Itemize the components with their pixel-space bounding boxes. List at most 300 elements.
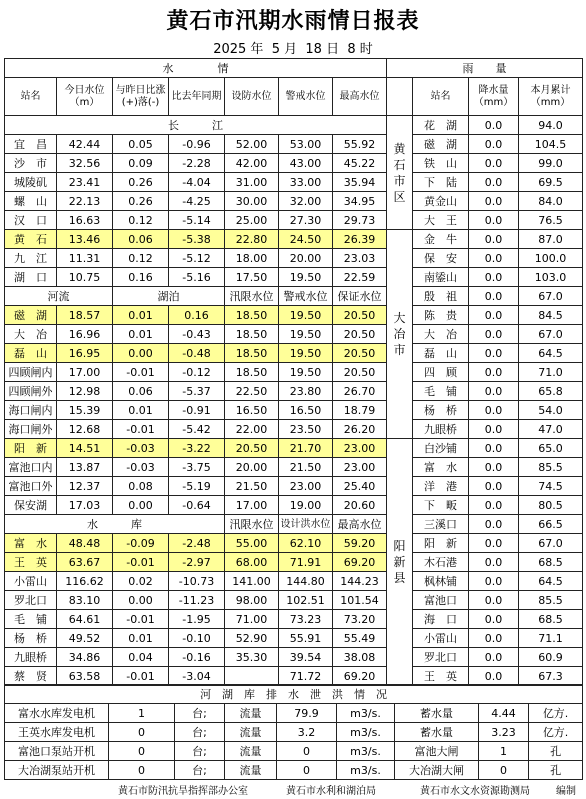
rain-station-row xyxy=(387,439,583,458)
station-yoy: -5.42 xyxy=(169,420,225,439)
rain-month-total: 67.0 xyxy=(519,534,583,553)
station-yoy: 0.16 xyxy=(169,306,225,325)
region-char: 市 xyxy=(393,173,406,188)
region-char: 阳 xyxy=(393,539,406,553)
station-level: 12.68 xyxy=(57,420,113,439)
region-char: 大 xyxy=(393,311,406,325)
rain-station-row xyxy=(387,458,583,477)
rain-month-total: 74.5 xyxy=(519,477,583,496)
station-name: 富 水 xyxy=(5,534,57,553)
drain-name: 大冶湖泵站开机 xyxy=(5,761,109,780)
station-max: 101.54 xyxy=(333,591,387,610)
station-guard: 18.50 xyxy=(225,325,279,344)
station-level: 42.44 xyxy=(57,135,113,154)
station-diff: -0.01 xyxy=(113,610,169,629)
station-level: 14.51 xyxy=(57,439,113,458)
station-yoy: -4.25 xyxy=(169,192,225,211)
station-max: 45.22 xyxy=(333,154,387,173)
station-max: 22.59 xyxy=(333,268,387,287)
rain-amount: 0.0 xyxy=(469,515,519,534)
station-warn: 62.10 xyxy=(279,534,333,553)
rain-station-row xyxy=(387,401,583,420)
water-column-header: 比去年同期 xyxy=(169,78,225,116)
water-station-row xyxy=(5,477,387,496)
station-level: 63.58 xyxy=(57,667,113,686)
drain-row xyxy=(5,704,583,723)
water-station-row xyxy=(5,458,387,477)
drain-store: 0 xyxy=(479,761,529,780)
rain-amount: 0.0 xyxy=(469,268,519,287)
station-guard: 42.00 xyxy=(225,154,279,173)
station-diff: 0.00 xyxy=(113,344,169,363)
rain-station-name: 白沙铺 xyxy=(413,439,469,458)
station-level: 10.75 xyxy=(57,268,113,287)
station-yoy: -5.14 xyxy=(169,211,225,230)
rain-month-total: 84.0 xyxy=(519,192,583,211)
rain-region-label xyxy=(387,230,413,439)
water-column-header: 站名 xyxy=(5,78,57,116)
station-level: 23.41 xyxy=(57,173,113,192)
station-guard: 18.00 xyxy=(225,249,279,268)
station-max: 69.20 xyxy=(333,553,387,572)
rain-month-total: 47.0 xyxy=(519,420,583,439)
station-yoy: -0.64 xyxy=(169,496,225,515)
rain-amount: 0.0 xyxy=(469,591,519,610)
water-level-table xyxy=(4,58,387,686)
station-warn: 21.70 xyxy=(279,439,333,458)
rain-station-row xyxy=(387,230,583,249)
station-level: 34.86 xyxy=(57,648,113,667)
station-name: 阳 新 xyxy=(5,439,57,458)
reservoir-header-limit: 汛限水位 xyxy=(225,515,279,534)
station-level: 13.46 xyxy=(57,230,113,249)
footer-org-1: 黄石市防汛抗旱指挥部办公室 xyxy=(118,786,248,797)
rain-amount: 0.0 xyxy=(469,610,519,629)
station-diff: 0.05 xyxy=(113,135,169,154)
rain-amount: 0.0 xyxy=(469,420,519,439)
drain-count: 0 xyxy=(109,742,175,761)
water-station-row xyxy=(5,211,387,230)
drain-flow-label: 流量 xyxy=(225,761,277,780)
station-yoy: -3.22 xyxy=(169,439,225,458)
station-guard: 18.50 xyxy=(225,306,279,325)
rain-station-row xyxy=(387,268,583,287)
station-warn: 19.50 xyxy=(279,325,333,344)
station-level: 12.98 xyxy=(57,382,113,401)
station-warn: 23.80 xyxy=(279,382,333,401)
water-station-row xyxy=(5,439,387,458)
water-station-row xyxy=(5,382,387,401)
station-diff: -0.03 xyxy=(113,439,169,458)
station-name: 王 英 xyxy=(5,553,57,572)
station-diff: 0.08 xyxy=(113,477,169,496)
rain-station-name: 阳 新 xyxy=(413,534,469,553)
station-yoy: -2.28 xyxy=(169,154,225,173)
station-diff: 0.06 xyxy=(113,382,169,401)
station-warn: 39.54 xyxy=(279,648,333,667)
region-char: 黄 xyxy=(393,141,406,156)
station-guard: 22.50 xyxy=(225,382,279,401)
station-level: 16.95 xyxy=(57,344,113,363)
rain-station-name: 黄金山 xyxy=(413,192,469,211)
rain-amount: 0.0 xyxy=(469,496,519,515)
rain-station-name: 小雷山 xyxy=(413,629,469,648)
rain-month-total: 60.9 xyxy=(519,648,583,667)
drain-store: 1 xyxy=(479,742,529,761)
station-diff: 0.12 xyxy=(113,211,169,230)
drain-store-unit: 亿方. xyxy=(529,704,583,723)
drain-store-unit: 孔 xyxy=(529,742,583,761)
drain-unit: 台; xyxy=(175,742,225,761)
drain-row xyxy=(5,761,583,780)
station-yoy: -0.48 xyxy=(169,344,225,363)
station-max: 20.60 xyxy=(333,496,387,515)
rain-corner-cell xyxy=(387,78,413,116)
station-warn: 71.91 xyxy=(279,553,333,572)
rain-station-row xyxy=(387,553,583,572)
station-level: 49.52 xyxy=(57,629,113,648)
station-warn: 19.50 xyxy=(279,268,333,287)
station-warn: 27.30 xyxy=(279,211,333,230)
station-warn: 21.50 xyxy=(279,458,333,477)
station-yoy: -5.37 xyxy=(169,382,225,401)
station-guard: 71.00 xyxy=(225,610,279,629)
station-yoy: -5.19 xyxy=(169,477,225,496)
station-max: 73.20 xyxy=(333,610,387,629)
station-name: 湖 口 xyxy=(5,268,57,287)
station-warn: 23.00 xyxy=(279,477,333,496)
station-yoy: -0.10 xyxy=(169,629,225,648)
water-station-row xyxy=(5,363,387,382)
rain-station-name: 下 陆 xyxy=(413,173,469,192)
rain-region-label xyxy=(387,116,413,230)
station-name: 富池口外 xyxy=(5,477,57,496)
station-level: 11.31 xyxy=(57,249,113,268)
drain-store-unit: 孔 xyxy=(529,761,583,780)
station-diff: 0.01 xyxy=(113,306,169,325)
station-name: 毛 铺 xyxy=(5,610,57,629)
water-station-row xyxy=(5,230,387,249)
rain-month-total: 104.5 xyxy=(519,135,583,154)
drain-name: 富水水库发电机 xyxy=(5,704,109,723)
rain-amount: 0.0 xyxy=(469,629,519,648)
rain-month-total: 66.5 xyxy=(519,515,583,534)
rain-amount: 0.0 xyxy=(469,211,519,230)
station-guard: 52.90 xyxy=(225,629,279,648)
station-level: 13.87 xyxy=(57,458,113,477)
lake-header-river: 河流 xyxy=(5,287,113,306)
station-diff: 0.02 xyxy=(113,572,169,591)
station-level: 16.96 xyxy=(57,325,113,344)
rain-station-row xyxy=(387,154,583,173)
rain-amount: 0.0 xyxy=(469,401,519,420)
station-yoy: -11.23 xyxy=(169,591,225,610)
rain-station-row xyxy=(387,287,583,306)
station-warn: 33.00 xyxy=(279,173,333,192)
drain-flow-label: 流量 xyxy=(225,704,277,723)
water-column-header: 与昨日比涨(+)落(-) xyxy=(113,78,169,116)
station-yoy: -3.75 xyxy=(169,458,225,477)
lake-header-warn: 警戒水位 xyxy=(279,287,333,306)
station-name: 四顾闸外 xyxy=(5,382,57,401)
rain-station-name: 王 英 xyxy=(413,667,469,686)
rain-station-name: 三溪口 xyxy=(413,515,469,534)
station-diff: -0.01 xyxy=(113,420,169,439)
station-guard: 30.00 xyxy=(225,192,279,211)
station-diff: 0.26 xyxy=(113,173,169,192)
rain-station-name: 金 牛 xyxy=(413,230,469,249)
station-max: 144.23 xyxy=(333,572,387,591)
rain-month-total: 64.5 xyxy=(519,572,583,591)
station-yoy: -2.97 xyxy=(169,553,225,572)
drain-flow-unit: m3/s. xyxy=(337,742,395,761)
rain-station-name: 南鋈山 xyxy=(413,268,469,287)
rain-amount: 0.0 xyxy=(469,135,519,154)
station-name: 海口闸外 xyxy=(5,420,57,439)
station-yoy: -4.04 xyxy=(169,173,225,192)
water-section-title: 水 情 xyxy=(5,59,387,78)
rain-station-row xyxy=(387,420,583,439)
water-station-row xyxy=(5,610,387,629)
station-yoy: -0.96 xyxy=(169,135,225,154)
station-guard: 141.00 xyxy=(225,572,279,591)
rain-month-total: 68.5 xyxy=(519,553,583,572)
drain-count: 1 xyxy=(109,704,175,723)
water-station-row xyxy=(5,325,387,344)
rain-month-total: 67.0 xyxy=(519,287,583,306)
station-name: 城陵矶 xyxy=(5,173,57,192)
station-warn: 24.50 xyxy=(279,230,333,249)
rain-station-row xyxy=(387,325,583,344)
rain-column-row xyxy=(387,78,583,116)
station-level: 64.61 xyxy=(57,610,113,629)
region-char: 县 xyxy=(393,571,406,585)
rain-month-total: 85.5 xyxy=(519,458,583,477)
drain-title: 河 湖 库 排 水 泄 洪 情 况 xyxy=(5,685,583,704)
station-yoy: -1.95 xyxy=(169,610,225,629)
rain-station-name: 磊 山 xyxy=(413,344,469,363)
footer-org-3: 黄石市水文水资源勘测局 xyxy=(420,786,530,797)
rain-region-label xyxy=(387,439,413,686)
water-station-row xyxy=(5,154,387,173)
drain-name: 富池口泵站开机 xyxy=(5,742,109,761)
water-station-row xyxy=(5,268,387,287)
water-station-row xyxy=(5,344,387,363)
station-name: 罗北口 xyxy=(5,591,57,610)
rain-month-total: 64.5 xyxy=(519,344,583,363)
rain-station-name: 保 安 xyxy=(413,249,469,268)
station-level: 17.03 xyxy=(57,496,113,515)
station-name: 宜 昌 xyxy=(5,135,57,154)
rain-amount: 0.0 xyxy=(469,363,519,382)
station-warn: 19.00 xyxy=(279,496,333,515)
lake-header-safe: 保证水位 xyxy=(333,287,387,306)
rain-month-total: 85.5 xyxy=(519,591,583,610)
station-guard: 22.80 xyxy=(225,230,279,249)
station-level: 16.63 xyxy=(57,211,113,230)
station-level: 15.39 xyxy=(57,401,113,420)
rain-station-name: 四 顾 xyxy=(413,363,469,382)
station-level: 63.67 xyxy=(57,553,113,572)
station-guard: 35.30 xyxy=(225,648,279,667)
station-warn: 53.00 xyxy=(279,135,333,154)
rain-station-row xyxy=(387,667,583,686)
water-station-row xyxy=(5,192,387,211)
rain-month-total: 68.5 xyxy=(519,610,583,629)
station-max: 23.00 xyxy=(333,458,387,477)
rain-month-total: 87.0 xyxy=(519,230,583,249)
rain-month-total: 65.0 xyxy=(519,439,583,458)
drain-flow-label: 流量 xyxy=(225,723,277,742)
rain-station-name: 罗北口 xyxy=(413,648,469,667)
rain-station-name: 磁 湖 xyxy=(413,135,469,154)
water-station-row xyxy=(5,306,387,325)
rain-station-row xyxy=(387,515,583,534)
station-name: 螺 山 xyxy=(5,192,57,211)
station-max: 69.20 xyxy=(333,667,387,686)
rain-station-name: 毛 铺 xyxy=(413,382,469,401)
rain-station-row xyxy=(387,173,583,192)
rain-amount: 0.0 xyxy=(469,439,519,458)
rain-station-name: 枫林铺 xyxy=(413,572,469,591)
rain-station-name: 殷 祖 xyxy=(413,287,469,306)
report-date: 2025 年 5 月 18 日 8 时 xyxy=(213,42,373,57)
station-yoy: -5.38 xyxy=(169,230,225,249)
rain-amount: 0.0 xyxy=(469,458,519,477)
station-max: 34.95 xyxy=(333,192,387,211)
station-warn: 23.50 xyxy=(279,420,333,439)
rain-amount: 0.0 xyxy=(469,534,519,553)
rain-station-row xyxy=(387,344,583,363)
rain-amount: 0.0 xyxy=(469,287,519,306)
drain-flow: 3.2 xyxy=(277,723,337,742)
station-level: 18.57 xyxy=(57,306,113,325)
drain-flow-unit: m3/s. xyxy=(337,704,395,723)
station-warn: 32.00 xyxy=(279,192,333,211)
station-max: 35.94 xyxy=(333,173,387,192)
rain-amount: 0.0 xyxy=(469,154,519,173)
rain-station-row xyxy=(387,534,583,553)
drain-store-label: 大冶湖大闸 xyxy=(395,761,479,780)
rain-station-name: 铁 山 xyxy=(413,154,469,173)
water-column-header: 警戒水位 xyxy=(279,78,333,116)
lake-header-row xyxy=(5,287,387,306)
rain-station-name: 大 王 xyxy=(413,211,469,230)
station-max: 29.73 xyxy=(333,211,387,230)
rain-month-total: 54.0 xyxy=(519,401,583,420)
station-max: 38.08 xyxy=(333,648,387,667)
station-name: 小雷山 xyxy=(5,572,57,591)
rain-month-total: 76.5 xyxy=(519,211,583,230)
rain-station-name: 九眼桥 xyxy=(413,420,469,439)
station-guard: 16.50 xyxy=(225,401,279,420)
rain-station-row xyxy=(387,610,583,629)
station-yoy: -0.91 xyxy=(169,401,225,420)
water-station-row xyxy=(5,496,387,515)
water-station-row xyxy=(5,249,387,268)
drain-flow-unit: m3/s. xyxy=(337,761,395,780)
reservoir-header-row xyxy=(5,515,387,534)
drain-unit: 台; xyxy=(175,761,225,780)
station-diff: 0.04 xyxy=(113,648,169,667)
rain-station-row xyxy=(387,629,583,648)
drain-count: 0 xyxy=(109,723,175,742)
station-max: 26.20 xyxy=(333,420,387,439)
station-yoy: -0.12 xyxy=(169,363,225,382)
rain-amount: 0.0 xyxy=(469,249,519,268)
rain-station-row xyxy=(387,591,583,610)
region-char: 新 xyxy=(393,555,406,569)
station-diff: 0.06 xyxy=(113,230,169,249)
station-guard: 55.00 xyxy=(225,534,279,553)
drain-store-label: 蓄水量 xyxy=(395,704,479,723)
station-name: 保安湖 xyxy=(5,496,57,515)
station-warn: 43.00 xyxy=(279,154,333,173)
reservoir-header-design: 设计洪水位 xyxy=(279,515,333,534)
region-char: 区 xyxy=(393,189,406,204)
reservoir-header-max: 最高水位 xyxy=(333,515,387,534)
station-level: 17.00 xyxy=(57,363,113,382)
rain-amount: 0.0 xyxy=(469,230,519,249)
rain-month-total: 67.0 xyxy=(519,325,583,344)
station-diff: 0.26 xyxy=(113,192,169,211)
footer-edit: 编制 xyxy=(556,786,576,797)
lake-header-limit: 汛限水位 xyxy=(225,287,279,306)
station-max: 20.50 xyxy=(333,325,387,344)
rain-amount: 0.0 xyxy=(469,553,519,572)
drain-name: 王英水库发电机 xyxy=(5,723,109,742)
rain-station-name: 富池口 xyxy=(413,591,469,610)
station-diff: 0.01 xyxy=(113,401,169,420)
water-column-header: 设防水位 xyxy=(225,78,279,116)
station-diff: 0.01 xyxy=(113,325,169,344)
station-name: 磊 山 xyxy=(5,344,57,363)
rain-station-row xyxy=(387,192,583,211)
station-max: 20.50 xyxy=(333,363,387,382)
rain-month-total: 69.5 xyxy=(519,173,583,192)
station-yoy: -0.16 xyxy=(169,648,225,667)
rain-amount: 0.0 xyxy=(469,173,519,192)
rain-month-total: 67.3 xyxy=(519,667,583,686)
station-name: 汉 口 xyxy=(5,211,57,230)
rain-station-row xyxy=(387,572,583,591)
station-yoy: -10.73 xyxy=(169,572,225,591)
changjiang-label-row xyxy=(5,116,387,135)
station-diff: -0.09 xyxy=(113,534,169,553)
rain-amount: 0.0 xyxy=(469,116,519,135)
region-char: 冶 xyxy=(393,327,406,341)
station-max: 23.03 xyxy=(333,249,387,268)
drain-store: 4.44 xyxy=(479,704,529,723)
rain-month-total: 80.5 xyxy=(519,496,583,515)
station-max: 26.70 xyxy=(333,382,387,401)
water-station-row xyxy=(5,420,387,439)
station-max: 18.79 xyxy=(333,401,387,420)
water-station-row xyxy=(5,553,387,572)
drain-flow: 0 xyxy=(277,742,337,761)
water-station-row xyxy=(5,629,387,648)
station-level: 22.13 xyxy=(57,192,113,211)
region-char: 石 xyxy=(393,157,406,172)
rain-header-row xyxy=(387,59,583,78)
station-max: 59.20 xyxy=(333,534,387,553)
rain-station-name: 洋 港 xyxy=(413,477,469,496)
rain-month-total: 103.0 xyxy=(519,268,583,287)
station-yoy: -2.48 xyxy=(169,534,225,553)
rain-station-name: 下 畈 xyxy=(413,496,469,515)
rain-station-row xyxy=(387,249,583,268)
drain-flow-unit: m3/s. xyxy=(337,723,395,742)
